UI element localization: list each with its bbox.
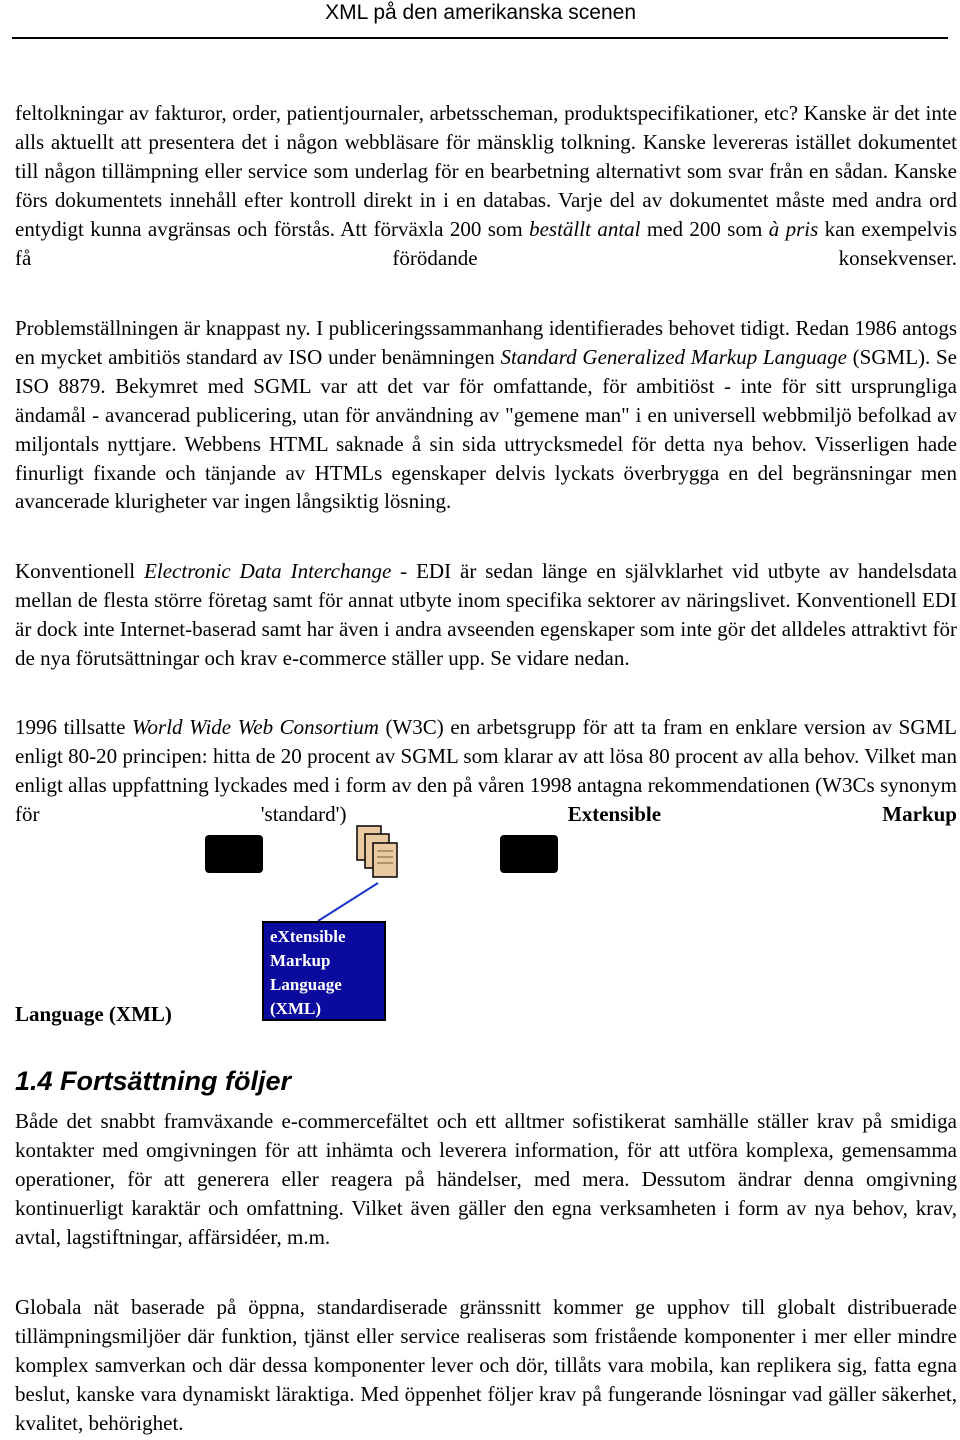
p4-bold-extensible-markup: Extensible Markup [567,801,957,826]
p1-text-c: kan exempelvis få förödande konsekvenser. [15,216,957,270]
p4-italic-w3c-name: World Wide Web Consortium [131,715,379,739]
paragraph-1 [15,99,957,272]
p3-text-b: - EDI är sedan länge en självklarhet vid utbyte av handelsdata mellan de flesta större företag samt för annat utbyte inom specifika sektorer av näringslivet. Konventionell EDI är dock inte Internet-baserad samt har även i andra avseenden egenskaper som inte gör det alldeles attraktivt för de nya förutsättningar och krav e-commerce ställer upp. Se vidare nedan. [15,559,957,670]
page-header [0,0,960,38]
paragraph-6: Globala nät baserade på öppna, standardiserade gränssnitt kommer ge upphov till globalt distribuerade tillämpningsmiljöer där funktion, tjänst eller service realiseras som fristående komponenter i mer eller mindre komplex samverkan och där dessa komponenter lever och dör, tillåts vara mobila, kan replikera sig, fatta egna beslut, kanske vara dynamiskt läraktiga. Med öppenhet följer krav på fungerande lösningar vad gäller säkerhet, kvalitet, behörighet. [15,1295,957,1435]
xml-label-box [262,921,386,1021]
p4-text-b: (W3C) en arbetsgrupp för att ta fram en enklare version av SGML enligt 80-20 principen: hitta de 20 procent av SGML som klarar av att lösa 80 procent av alla behov. Vilket man enligt allas uppfattning lyckades med i form av den på våren 1998 antagna rekommendationen (W3Cs synonym för 'standard') [15,715,957,826]
paragraph-2 [15,314,957,516]
header-rule [12,37,948,39]
p3-italic-edi-name: Electronic Data Interchange [144,559,392,583]
p2-text-a: Problemställningen är knappast ny. I publiceringssammanhang identifierades behovet tidigt. Redan 1986 antogs en mycket ambitiös standard av ISO under benämningen [15,316,957,369]
p1-text-b: med 200 som [640,216,769,241]
p4-text-a: 1996 tillsatte [15,715,132,739]
xml-label-line-1: eXtensible [270,927,346,946]
xml-label-line-3: Language [270,975,342,994]
paragraph-4 [15,713,957,829]
paragraph-5: Både det snabbt framväxande e-commercefältet och ett alltmer sofistikerat samhälle ställer krav på smidiga kontakter med omgivningen för att inhämta och leverera information, för att utföra komplexa, gemensamma operationer, för att generera eller reagera på händelser, med mera. Dessutom ändrar denna omgivning kontinuerligt karaktär och omfattning. Vilket även gäller den egna verksamheten i form av nya behov, krav, avtal, lagstiftningar, affärsidéer, m.m. [15,1109,957,1249]
paragraph-4-continuation: Language (XML) [15,1002,172,1026]
document-stack-icon [356,825,406,887]
right-node-box [500,835,558,873]
p1-italic-a-pris: à pris [768,216,819,241]
section-heading: 1.4 Fortsättning följer [15,1066,292,1096]
p1-text-a: feltolkningar av fakturor, order, patientjournaler, arbetsscheman, produktspecifikationer, etc? Kanske är det inte alls aktuellt att presentera det i någon webbläsare för mänsklig tolkning. Kanske levereras istället dokumentet till någon tillämpning eller service som underlag för en bearbetning alternativt som svar från en sådan. Kanske förs dokumentets innehåll efter kontroll direkt in i en databas. Varje del av dokumentet måste med andra ord entydigt kunna avgränsas och förstås. Att förväxla 200 som [15,101,957,241]
p2-text-b: (SGML). Se ISO 8879. Bekymret med SGML var att det var för omfattande, för ambitiöst - inte för sitt ursprungliga ändamål - avancerad publicering, utan för användning av "gemene man" i en universell webbmiljö befolkad av miljontals nyttjare. Webbens HTML saknade å sin sida uttrycksmedel för detta nya behov. Visserligen hade finurligt fixande och tänjande av HTMLs egenskaper delvis lyckats överbrygga en del begränsningar men avancerade klurigheter var ingen långsiktig lösning. [15,344,957,514]
p3-text-a: Konventionell [15,559,145,583]
xml-label-line-4: (XML) [270,999,321,1018]
paragraph-3 [15,557,957,673]
left-node-box [205,835,263,873]
p1-italic-bestallt-antal: beställt antal [529,216,641,241]
header-title: XML på den amerikanska scenen [325,1,636,24]
xml-label-line-2: Markup [270,951,331,970]
p2-italic-sgml-name: Standard Generalized Markup Language [500,344,847,369]
